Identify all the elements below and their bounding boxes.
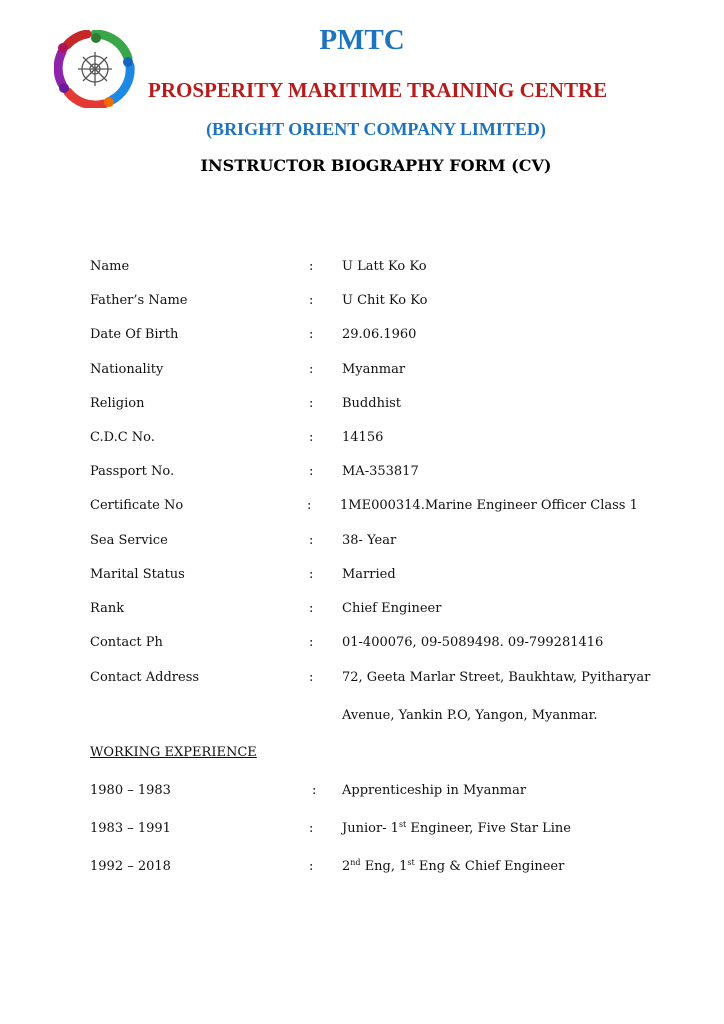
field-separator: : [309, 859, 314, 874]
field-value: 14156 [342, 430, 384, 445]
field-row-address [0, 670, 724, 690]
experience-desc: Junior- 1st Engineer, Five Star Line [342, 820, 571, 836]
company-name: (BRIGHT ORIENT COMPANY LIMITED) [206, 119, 546, 139]
field-separator: : [309, 567, 314, 582]
experience-desc: 2nd Eng, 1st Eng & Chief Engineer [342, 858, 565, 874]
field-label: Rank [90, 601, 125, 616]
field-value: Buddhist [342, 396, 401, 411]
field-separator: : [309, 293, 314, 308]
experience-row [0, 821, 724, 841]
field-row-certificate [0, 498, 724, 518]
field-row-marital [0, 567, 724, 587]
field-label: Date Of Birth [90, 327, 179, 342]
field-label: Religion [90, 396, 145, 411]
field-value: U Chit Ko Ko [342, 293, 428, 308]
field-separator: : [309, 635, 314, 650]
field-separator: : [309, 533, 314, 548]
experience-row [0, 783, 724, 803]
field-separator: : [309, 259, 314, 274]
field-value: U Latt Ko Ko [342, 259, 427, 274]
field-label: Father’s Name [90, 293, 188, 308]
field-label: Name [90, 259, 130, 274]
field-separator: : [309, 327, 314, 342]
field-separator: : [312, 783, 317, 798]
org-full-name: PROSPERITY MARITIME TRAINING CENTRE [148, 78, 608, 102]
field-row-name [0, 259, 724, 279]
field-row-dob [0, 327, 724, 347]
field-value: Married [342, 567, 396, 582]
field-row-father [0, 293, 724, 313]
field-row-contact-ph [0, 635, 724, 655]
field-value: 1ME000314.Marine Engineer Officer Class 1 [340, 498, 638, 513]
field-value: Avenue, Yankin P.O, Yangon, Myanmar. [342, 708, 598, 723]
field-row-religion [0, 396, 724, 416]
field-label: Passport No. [90, 464, 175, 479]
field-separator: : [309, 821, 314, 836]
experience-desc: Apprenticeship in Myanmar [342, 783, 527, 798]
field-separator: : [309, 670, 314, 685]
field-row-nationality [0, 362, 724, 382]
field-separator: : [309, 396, 314, 411]
field-row-rank [0, 601, 724, 621]
field-separator: : [307, 498, 312, 513]
field-label: Contact Ph [90, 635, 163, 650]
experience-period: 1983 – 1991 [90, 821, 171, 836]
field-label: C.D.C No. [90, 430, 155, 445]
field-row-address-cont [0, 708, 724, 728]
field-separator: : [309, 430, 314, 445]
field-value: MA-353817 [342, 464, 419, 479]
field-separator: : [309, 464, 314, 479]
form-title: INSTRUCTOR BIOGRAPHY FORM (CV) [200, 156, 552, 175]
field-separator: : [309, 601, 314, 616]
section-heading-experience: WORKING EXPERIENCE [90, 745, 257, 760]
field-separator: : [309, 362, 314, 377]
experience-period: 1992 – 2018 [90, 859, 171, 874]
field-value: Chief Engineer [342, 601, 442, 616]
field-row-passport [0, 464, 724, 484]
field-row-cdc [0, 430, 724, 450]
experience-row [0, 859, 724, 879]
field-label: Nationality [90, 362, 164, 377]
field-value: 38- Year [342, 533, 397, 548]
field-label: Sea Service [90, 533, 168, 548]
field-value: 01-400076, 09-5089498. 09-799281416 [342, 635, 604, 650]
experience-period: 1980 – 1983 [90, 783, 171, 798]
field-label: Certificate No [90, 498, 184, 513]
field-value: Myanmar [342, 362, 406, 377]
org-short-name: PMTC [319, 24, 405, 56]
field-value: 72, Geeta Marlar Street, Baukhtaw, Pyitharyar [342, 670, 651, 685]
ship-wheel-emblem [78, 52, 112, 86]
field-value: 29.06.1960 [342, 327, 417, 342]
field-label: Marital Status [90, 567, 185, 582]
field-label: Contact Address [90, 670, 200, 685]
field-row-sea-service [0, 533, 724, 553]
